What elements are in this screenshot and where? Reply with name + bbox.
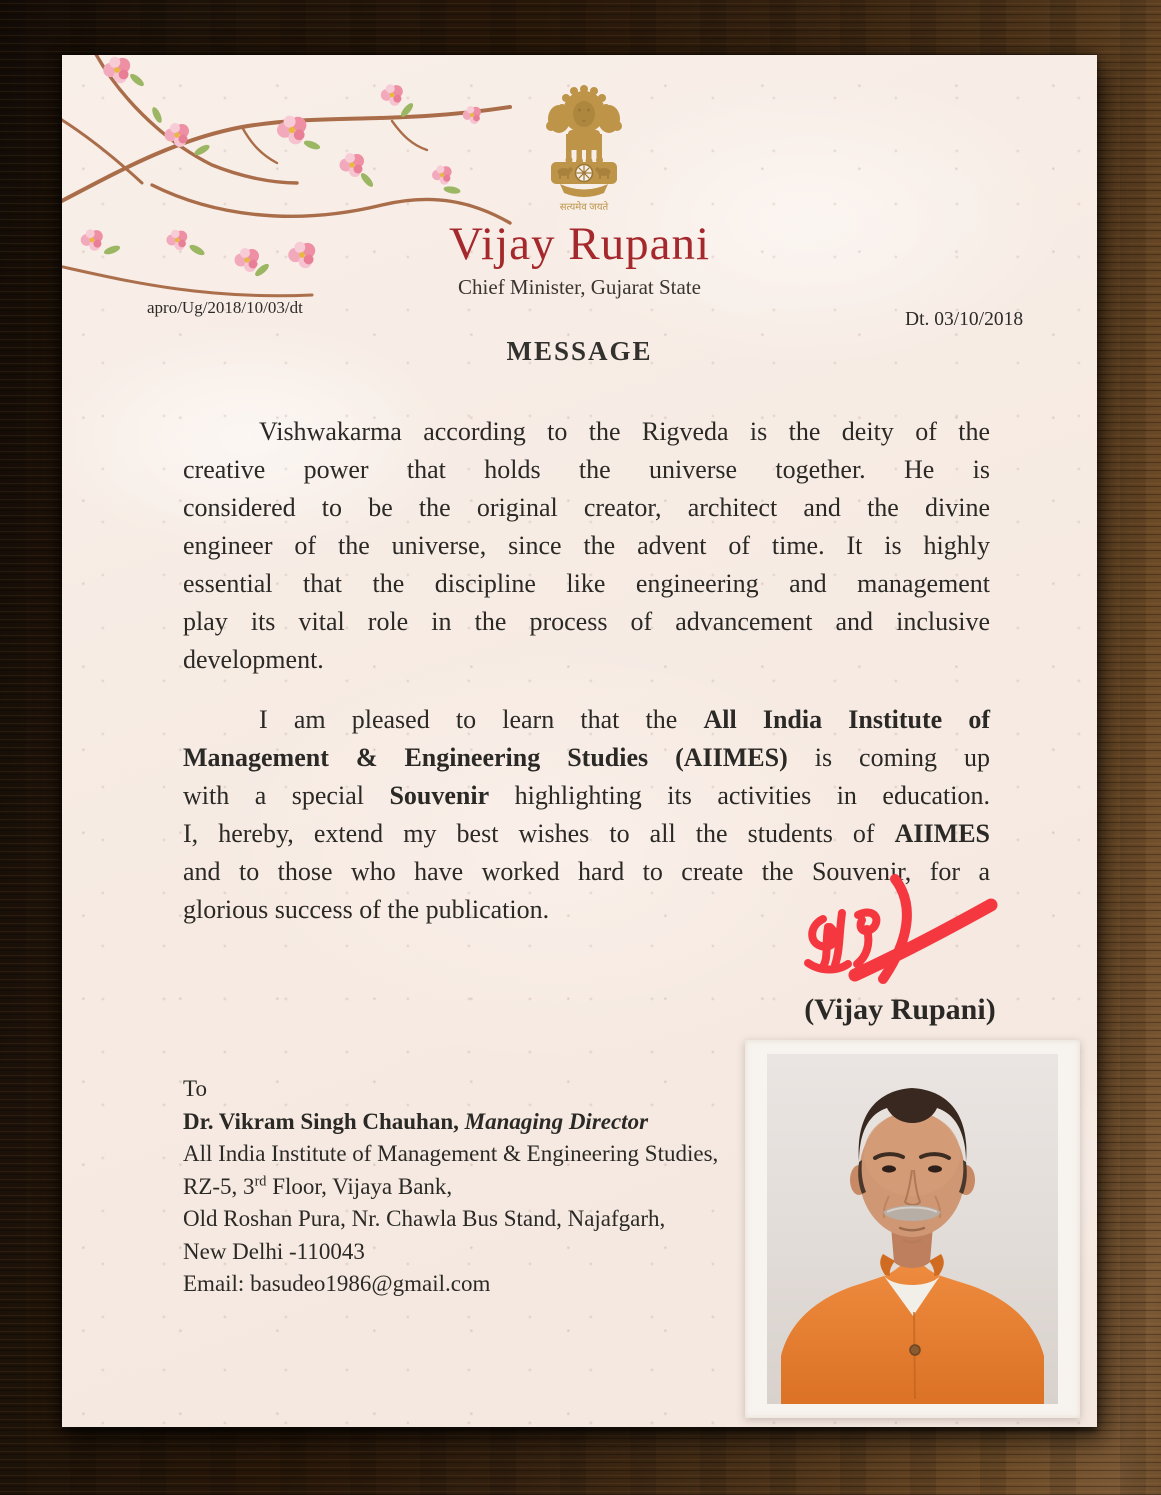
body-text: I, hereby, extend my best wishes to all the students of [183,819,895,848]
body-line: Vishwakarma according to the Rigveda is the deity of the [259,417,990,446]
recipient-salutation: To [183,1076,207,1101]
recipient-org: All India Institute of Management & Engineering Studies, [183,1141,719,1166]
body-line: creative power that holds the universe together. He is [183,455,990,484]
message-heading: MESSAGE [506,336,653,366]
letterhead-name: Vijay Rupani [448,218,711,270]
portrait-photo-image [767,1054,1058,1404]
body-line: engineer of the universe, since the advent of time. It is highly [183,531,990,560]
signatory-name: (Vijay Rupani) [804,993,996,1026]
body-text: I am pleased to learn that the [259,705,704,734]
letter-date: Dt. 03/10/2018 [905,309,1024,330]
body-line [183,777,990,815]
body-text-bold: Management & Engineering Studies (AIIMES) [183,743,788,772]
address-text: RZ-5, 3 [183,1173,255,1199]
address-text: Floor, Vijaya Bank, [266,1173,453,1199]
recipient-designation: Managing Director [464,1108,649,1134]
body-text-bold: AIIMES [894,819,990,848]
recipient-name: Dr. Vikram Singh Chauhan, [183,1108,465,1134]
national-emblem-icon [539,72,629,214]
body-line: essential that the discipline like engineering and management [183,569,990,598]
recipient-address-line: New Delhi -110043 [183,1238,365,1264]
recipient-address-line: Old Roshan Pura, Nr. Chawla Bus Stand, Najafgarh, [183,1206,666,1231]
body-line [183,815,990,853]
body-line: play its vital role in the process of advancement and inclusive [183,607,990,636]
recipient-name-line [183,1106,743,1139]
body-line: considered to be the original creator, architect and the divine [183,493,990,522]
body-line: development. [183,645,324,674]
body-text: highlighting its activities in education. [489,781,990,810]
body-text: glorious success of the publication. [183,895,550,924]
portrait-illustration [767,1054,1058,1404]
letter-paper [62,55,1097,1427]
paragraph-1 [183,413,990,679]
body-text: with a special [183,781,390,810]
body-text-bold: Souvenir [389,781,490,810]
body-line [183,739,990,777]
body-line [183,701,990,739]
body-text: is coming up [787,743,990,772]
body-text: and to those who have worked hard to create the Souvenir, for a [183,857,990,886]
body-text-bold: All India Institute of [703,705,990,734]
recipient-address-line [183,1171,743,1204]
portrait-photo [745,1040,1080,1418]
emblem-motto: सत्यमेव जयते [559,202,609,213]
letterhead-title: Chief Minister, Gujarat State [458,275,701,299]
recipient-block [183,1073,743,1301]
address-ordinal: rd [254,1172,267,1189]
recipient-email: Email: basudeo1986@gmail.com [183,1271,491,1296]
signature-scribble [795,867,1005,995]
reference-number: apro/Ug/2018/10/03/dt [147,298,303,317]
